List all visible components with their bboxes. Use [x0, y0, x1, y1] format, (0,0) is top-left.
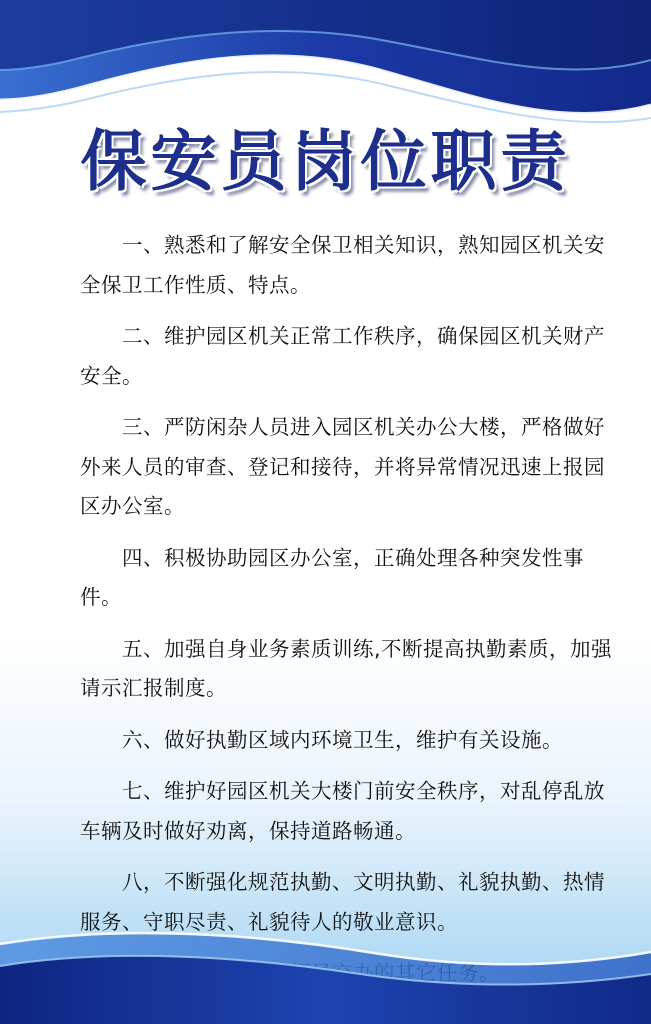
- duty-item-3: 三、严防闲杂人员进入园区机关办公大楼，严格做好外来人员的审查、登记和接待，并将异常情况迅速上报园区办公室。: [80, 415, 605, 518]
- duty-item-5: 五、加强自身业务素质训练,不断提高执勤素质，加强请示汇报制度。: [80, 636, 613, 700]
- duty-item-1: 一、熟悉和了解安全保卫相关知识，熟知园区机关安全保卫工作性质、特点。: [80, 233, 605, 297]
- duty-item-8: 八，不断强化规范执勤、文明执勤、礼貌执勤、热情服务、守职尽责、礼貌待人的敬业意识。: [80, 870, 605, 934]
- duty-item-4: 四、积极协助园区办公室，正确处理各种突发性事件。: [80, 545, 584, 609]
- bottom-wave-decoration: [0, 914, 651, 1024]
- top-wave-decoration: [0, 0, 651, 135]
- page-title: 保安员岗位职责: [80, 123, 571, 200]
- duty-list: [80, 226, 615, 1006]
- duty-item-6: 六、做好执勤区域内环境卫生，维护有关设施。: [122, 727, 563, 752]
- duty-item-2: 二、维护园区机关正常工作秩序，确保园区机关财产安全。: [80, 324, 605, 388]
- duty-item-7: 七、维护好园区机关大楼门前安全秩序，对乱停乱放车辆及时做好劝离，保持道路畅通。: [80, 779, 605, 843]
